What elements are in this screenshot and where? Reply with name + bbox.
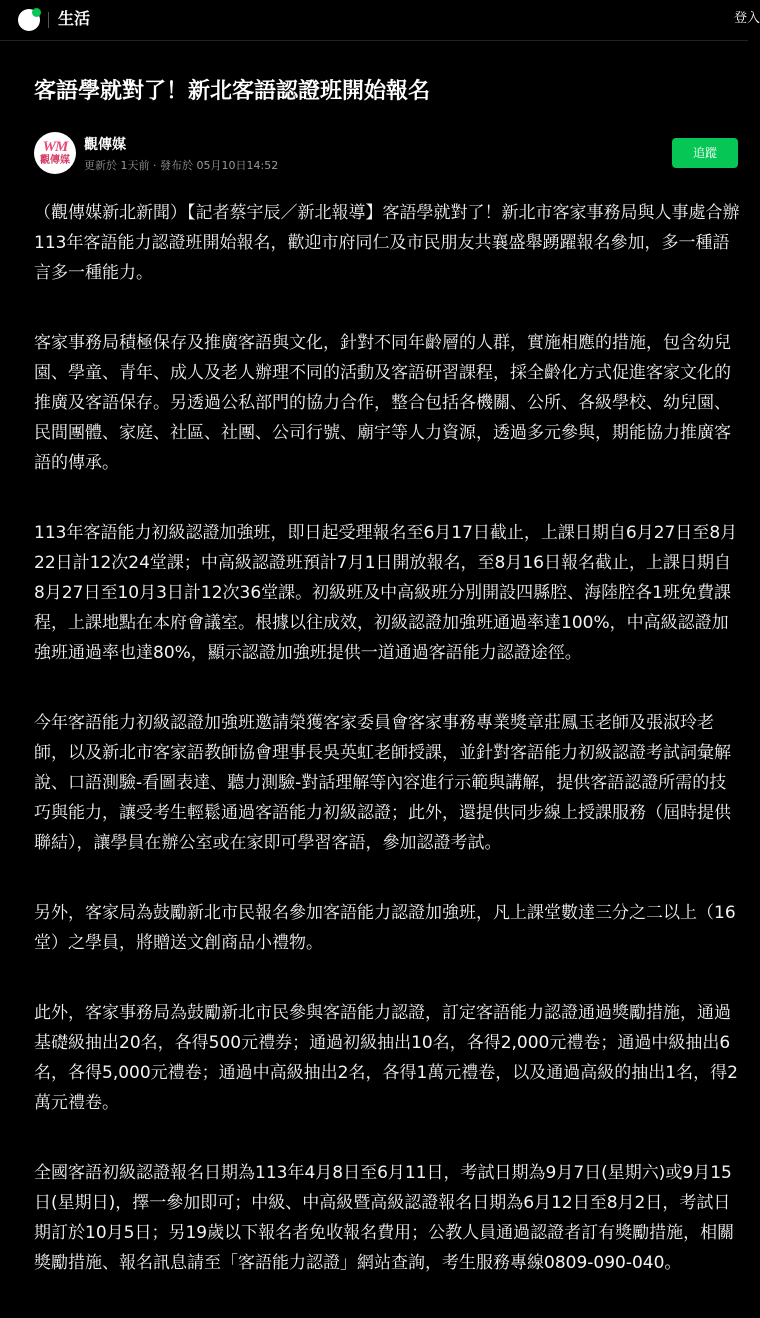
article-paragraph: 全國客語初級認證報名日期為113年4月8日至6月11日，考試日期為9月7日(星期六)或9月15日(星期日)，擇一參加即可；中級、中高級暨高級認證報名日期為6月12日至8月2日，考試日期訂於10月5日；另19歲以下報名者免收報名費用；公教人員通過認證者訂有獎勵措施，相關獎勵措施、報名訊息請至「客語能力認證」網站查詢，考生服務專線0809-090-040。 <box>34 1163 735 1273</box>
service-logo-icon[interactable] <box>18 9 40 31</box>
publisher-logo-mark: WM <box>42 138 68 155</box>
published-time: 發布於 05月10日14:52 <box>160 159 279 172</box>
article-paragraph: （觀傳媒新北新聞）【記者蔡宇辰／新北報導】客語學就對了！新北市客家事務局與人事處合辦113年客語能力認證班開始報名，歡迎市府同仁及市民朋友共襄盛舉踴躍報名參加，多一種語言多一種能力。 <box>34 203 740 283</box>
section-title[interactable]: 生活 <box>58 9 91 28</box>
updated-time: 更新於 1天前 <box>84 159 150 172</box>
publisher-avatar[interactable] <box>34 132 76 174</box>
meta-separator: · <box>153 159 160 172</box>
follow-button[interactable]: 追蹤 <box>672 138 738 168</box>
header-divider <box>48 12 49 28</box>
login-link[interactable]: 登入 <box>734 11 760 26</box>
article-meta <box>84 158 278 173</box>
article-paragraph: 客家事務局積極保存及推廣客語與文化，針對不同年齡層的人群，實施相應的措施，包含幼兒園、學童、青年、成人及老人辦理不同的活動及客語研習課程，採全齡化方式促進客家文化的推廣及客語保存。另透過公私部門的協力合作，整合包括各機關、公所、各級學校、幼兒園、民間團體、家庭、社區、社團、公司行號、廟宇等人力資源，透過多元參與，期能協力推廣客語的傳承。 <box>34 333 731 473</box>
article-paragraph: 此外，客家事務局為鼓勵新北市民參與客語能力認證，訂定客語能力認證通過獎勵措施，通過基礎級抽出20名，各得500元禮券；通過初級抽出10名，各得2,000元禮卷；通過中級抽出6名，各得5,000元禮卷；通過中高級抽出2名，各得1萬元禮卷，以及通過高級的抽出1名，得2萬元禮卷。 <box>34 1003 738 1113</box>
publisher-name[interactable]: 觀傳媒 <box>84 137 126 153</box>
article-title: 客語學就對了！新北客語認證班開始報名 <box>34 79 431 104</box>
article-paragraph: 今年客語能力初級認證加強班邀請榮獲客家委員會客家事務專業獎章莊鳳玉老師及張淑玲老師，以及新北市客家語教師協會理事長吳英虹老師授課，並針對客語能力初級認證考試詞彙解說、口語測驗-看圖表達、聽力測驗-對話理解等內容進行示範與講解，提供客語認證所需的技巧與能力，讓受考生輕鬆通過客語能力初級認證；此外，還提供同步線上授課服務（屆時提供聯結），讓學員在辦公室或在家即可學習客語，參加認證考試。 <box>34 713 731 853</box>
article-paragraph: 另外，客家局為鼓勵新北市民報名參加客語能力認證加強班，凡上課堂數達三分之二以上（16堂）之學員，將贈送文創商品小禮物。 <box>34 903 736 953</box>
article-body <box>34 198 740 1318</box>
top-navigation-bar <box>0 0 760 41</box>
article-paragraph: 113年客語能力初級認證加強班，即日起受理報名至6月17日截止，上課日期自6月27日至8月22日計12次24堂課；中高級認證班預計7月1日開放報名，至8月16日報名截止，上課日期自8月27日至10月3日計12次36堂課。初級班及中高級班分別開設四縣腔、海陸腔各1班免費課程，上課地點在本府會議室。根據以往成效，初級認證加強班通過率達100%，中高級認證加強班通過率也達80%，顯示認證加強班提供一道通過客語能力認證途徑。 <box>34 523 738 663</box>
publisher-logo-text: 觀傳媒 <box>40 154 70 166</box>
